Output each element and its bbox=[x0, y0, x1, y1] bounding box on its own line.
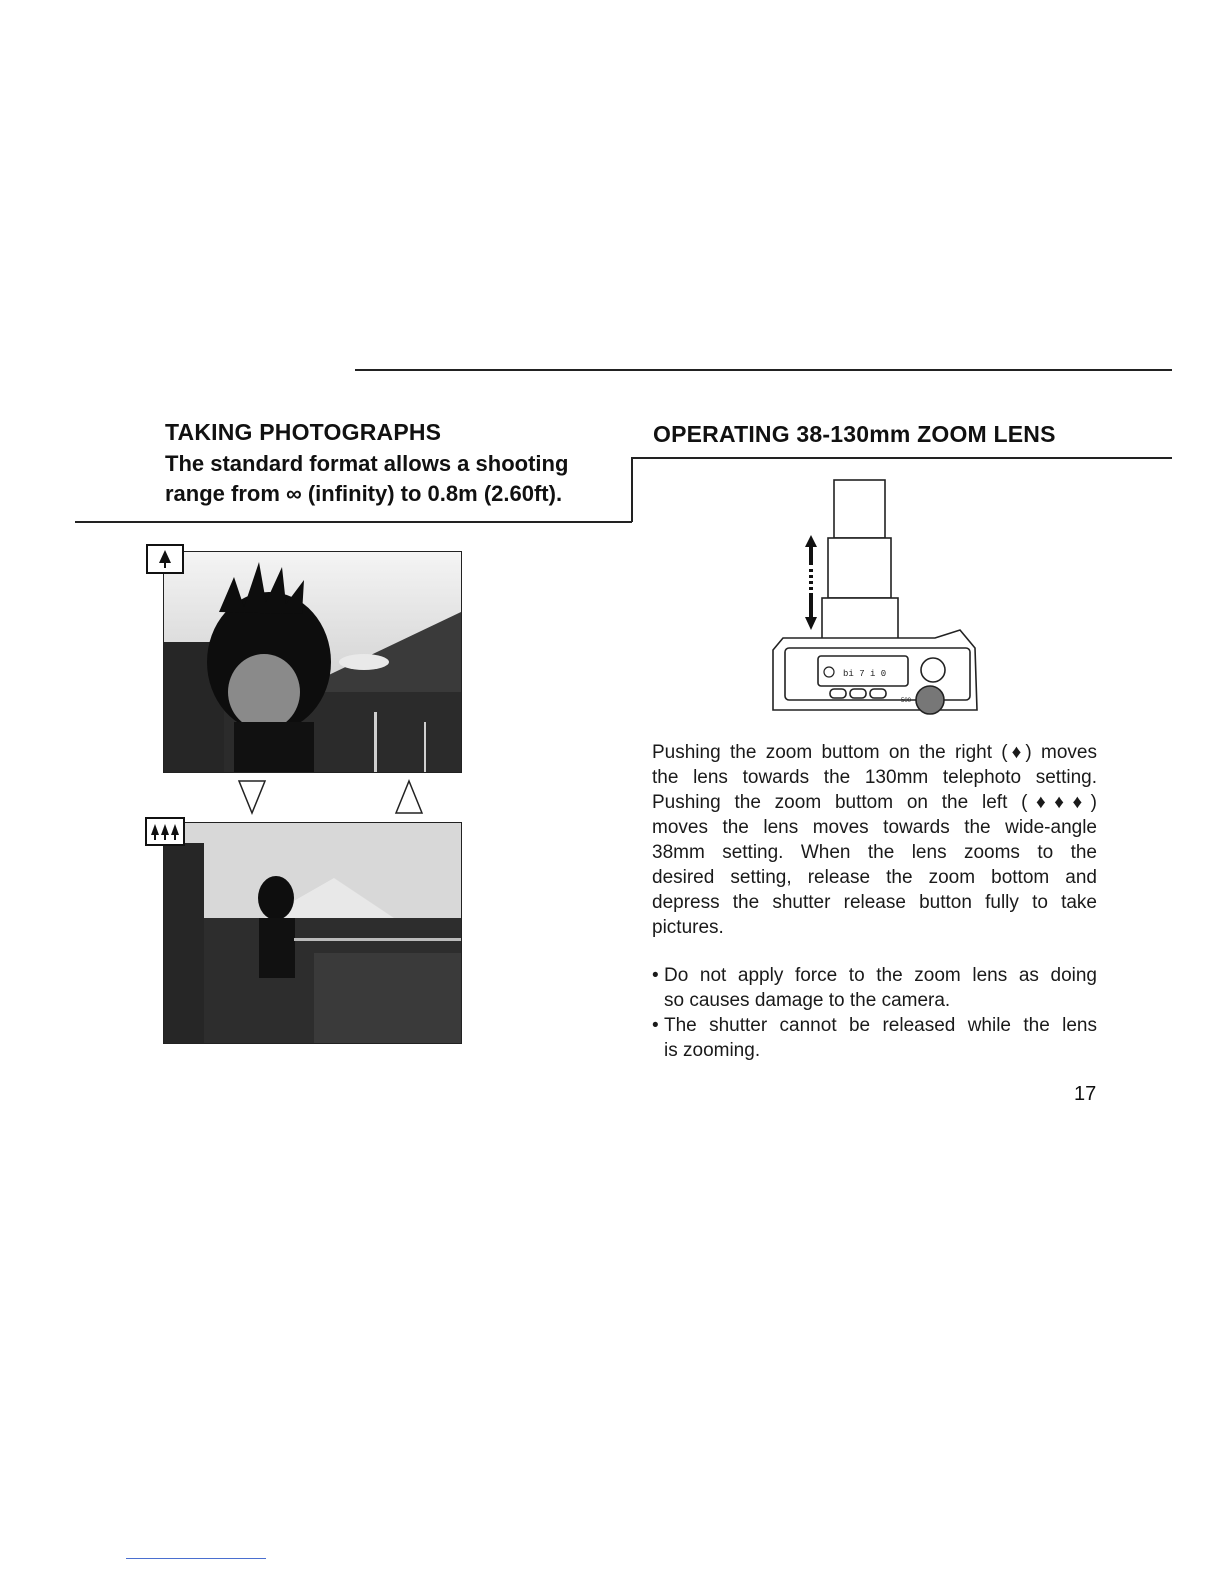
triangle-down-icon bbox=[237, 779, 267, 815]
caution-note-2-line1: • The shutter cannot be released while the lens bbox=[664, 1015, 1097, 1036]
top-rule bbox=[355, 369, 1172, 371]
footer-rule bbox=[126, 1558, 266, 1559]
left-section-bracket bbox=[631, 458, 633, 522]
zoom-arrow-icon bbox=[803, 535, 819, 631]
caution-notes bbox=[652, 963, 1097, 1063]
zoom-line-2: the lens towards the 130mm telephoto setting. bbox=[652, 767, 1097, 788]
left-subheading-line1: The standard format allows a shooting bbox=[165, 451, 569, 476]
zoom-line-6: desired setting, release the zoom bottom and bbox=[652, 867, 1097, 888]
caution-note-1-line2: so causes damage to the camera. bbox=[664, 990, 951, 1011]
left-section-rule bbox=[75, 521, 632, 523]
triangle-up-icon bbox=[394, 779, 424, 815]
left-heading: TAKING PHOTOGRAPHS bbox=[165, 419, 442, 445]
zoom-line-5: 38mm setting. When the lens zooms to the bbox=[652, 842, 1097, 863]
zoom-line-1: Pushing the zoom buttom on the right (♦) moves bbox=[652, 742, 1097, 763]
tele-tree-icon bbox=[146, 544, 184, 574]
caution-note-2-line2: is zooming. bbox=[664, 1040, 761, 1061]
right-heading: OPERATING 38-130mm ZOOM LENS bbox=[653, 421, 1056, 447]
camera-illustration bbox=[765, 478, 985, 728]
caution-note bbox=[652, 963, 1097, 1013]
zoom-line-3: Pushing the zoom buttom on the left (♦♦♦) bbox=[652, 792, 1097, 813]
tele-photo bbox=[163, 551, 462, 773]
caution-note bbox=[652, 1013, 1097, 1063]
zoom-line-4: moves the lens moves towards the wide-angle bbox=[652, 817, 1097, 838]
zoom-instructions bbox=[652, 740, 1097, 940]
zoom-line-7: depress the shutter release button fully to take bbox=[652, 892, 1097, 913]
camera-display-text: bi 7 i 0 bbox=[843, 669, 887, 679]
camera-dial-label: 500 bbox=[901, 698, 912, 704]
wide-photo bbox=[163, 822, 462, 1044]
right-section-rule bbox=[631, 457, 1172, 459]
caution-note-1-line1: • Do not apply force to the zoom lens as doing bbox=[664, 965, 1097, 986]
left-subheading-line2: range from ∞ (infinity) to 0.8m (2.60ft). bbox=[165, 481, 563, 506]
wide-trees-icon bbox=[145, 817, 185, 846]
page-number: 17 bbox=[1074, 1083, 1097, 1105]
zoom-line-8: pictures. bbox=[652, 917, 724, 938]
